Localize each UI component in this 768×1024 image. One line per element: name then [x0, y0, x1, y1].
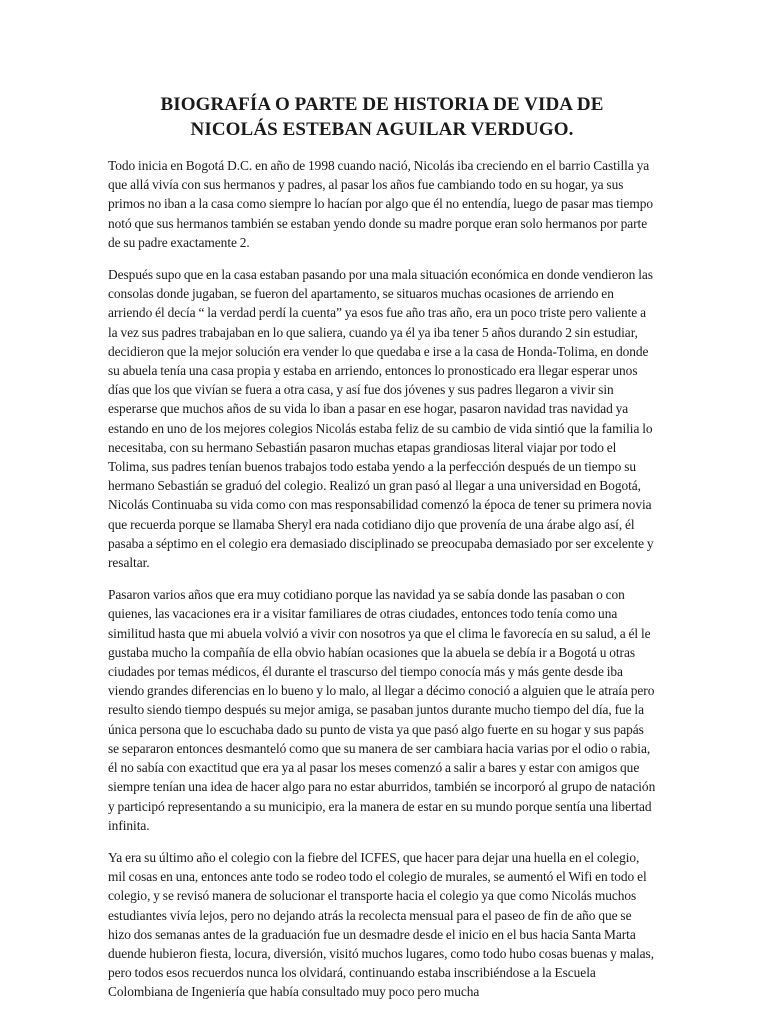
paragraph-2: Después supo que en la casa estaban pasando por una mala situación económica en donde vendieron las consolas donde jugaban, se fueron del apartamento, se situaros muchas ocasiones de arriendo en arriendo él decía “ la verdad perdí la cuenta” ya esos fue año tras año, era un poco triste pero valiente a la vez sus padres trabajaban en lo que saliera, cuando ya él ya iba tener 5 años durando 2 sin estudiar, decidieron que la mejor solución era vender lo que quedaba e irse a la casa de Honda-Tolima, en donde su abuela tenía una casa propia y estaba en arriendo, entonces lo pronosticado era llegar esperar unos días que los que vivían se fuera a otra casa, y así fue dos jóvenes y sus padres llegaron a vivir sin esperarse que muchos años de su vida lo iban a pasar en ese hogar, pasaron navidad tras navidad ya estando en uno de los mejores colegios Nicolás estaba feliz de su cambio de vida sintió que la familia lo necesitaba, con su hermano Sebastián pasaron muchas etapas grandiosas literal viajar por todo el Tolima, sus padres tenían buenos trabajos todo estaba yendo a la perfección después de un tiempo su hermano Sebastián se graduó del colegio. Realizó un gran pasó al llegar a una universidad en Bogotá, Nicolás Continuaba su vida como con mas responsabilidad comenzó la época de tener su primera novia que recuerda porque se llamaba Sheryl era nada cotidiano dijo que provenía de una árabe algo así, él pasaba a séptimo en el colegio era demasiado disciplinado se preocupaba demasiado por ser excelente y resaltar.: [108, 267, 654, 571]
paragraph-1: Todo inicia en Bogotá D.C. en año de 1998 cuando nació, Nicolás iba creciendo en el barrio Castilla ya que allá vivía con sus hermanos y padres, al pasar los años fue cambiando todo en su hogar, ya sus primos no iban a la casa como siempre lo hacían por algo que él no entendía, luego de pasar mas tiempo notó que sus hermanos también se estaban yendo donde su madre porque eran solo hermanos por parte de su padre exactamente 2.: [108, 158, 654, 250]
paragraph-3: Pasaron varios años que era muy cotidiano porque las navidad ya se sabía donde las pasaban o con quienes, las vacaciones era ir a visitar familiares de otras ciudades, entonces todo tenía como una similitud hasta que mi abuela volvió a vivir con nosotros ya que el clima le favorecía en su salud, a él le gustaba mucho la compañía de ella obvio habían ocasiones que la abuela se debía ir a Bogotá u otras ciudades por temas médicos, él durante el trascurso del tiempo conocía más y más gente desde iba viendo grandes diferencias en lo bueno y lo malo, al llegar a décimo conoció a alguien que le atraía pero resulto siendo tiempo después su mejor amiga, se pasaban juntos durante mucho tiempo del día, fue la única persona que lo escuchaba dado su punto de vista ya que pasó algo fuerte en su hogar y sus papás se separaron entonces desmanteló como que su manera de ser cambiara hacia varias por el odio o rabia, él no sabía con exactitud que era ya al pasar los meses comenzó a salir a bares y estar con amigos que siempre tenían una idea de hacer algo para no estar aburridos, también se incorporó al grupo de natación y participó representando a su municipio, era la manera de estar en su mundo porque sentía una libertad infinita.: [108, 587, 656, 833]
title-line-1: BIOGRAFÍA O PARTE DE HISTORIA DE VIDA DE: [160, 94, 604, 115]
paragraph-4: Ya era su último año el colegio con la fiebre del ICFES, que hacer para dejar una huella en el colegio, mil cosas en una, entonces ante todo se rodeo todo el colegio de murales, se aumentó el Wifi en todo el colegio, y se revisó manera de solucionar el transporte hacia el colegio ya que como Nicolás muchos estudiantes vivía lejos, pero no dejando atrás la recolecta mensual para el paseo de fin de año que se hizo dos semanas antes de la graduación fue un desmadre desde el inicio en el bus hacia Santa Marta duende hubieron fiesta, locura, diversión, visitó muchos lugares, como todo hubo cosas buenas y malas, pero todos esos recuerdos nunca los olvidará, continuando estaba inscribiéndose a la Escuela Colombiana de Ingeniería que había consultado muy poco pero mucha: [108, 849, 655, 1000]
title-line-2: NICOLÁS ESTEBAN AGUILAR VERDUGO.: [190, 119, 574, 140]
document-title: [108, 92, 656, 142]
document-page: [108, 92, 656, 1015]
